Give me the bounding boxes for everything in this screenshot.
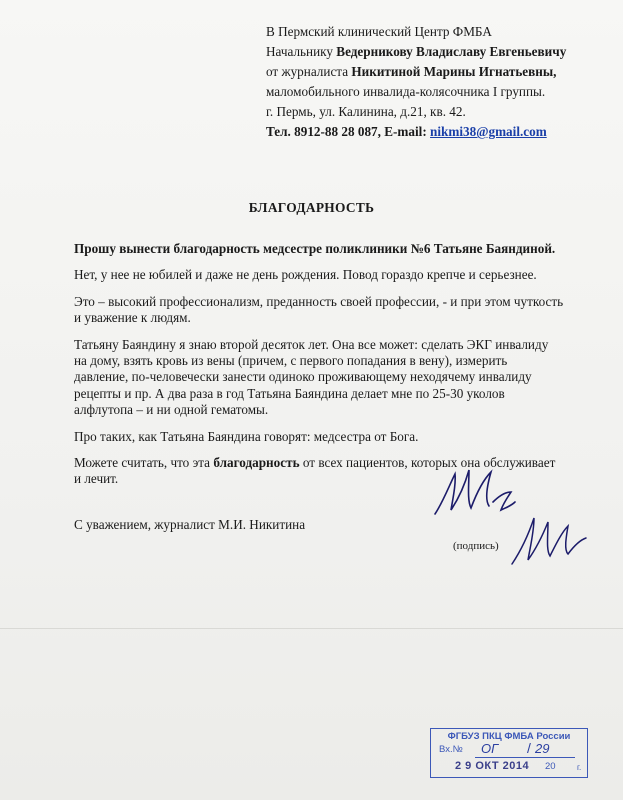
sender-name: Никитиной Марины Игнатьевны, (351, 64, 557, 79)
stamp-rule (475, 757, 575, 758)
body-paragraph: Нет, у нее не юбилей и даже не день рождения. Повод гораздо крепче и серьезнее. (74, 267, 537, 283)
letter-body (74, 241, 564, 498)
addressee-line: В Пермский клинический Центр ФМБА (266, 24, 492, 39)
handwritten-signature (508, 510, 590, 570)
document-title: БЛАГОДАРНОСТЬ (248, 200, 375, 215)
sender-status: маломобильного инвалида-колясочника I группы. (266, 84, 546, 99)
stamp-year-suffix: г. (577, 763, 582, 772)
body-emphasis: благодарность (213, 455, 300, 471)
body-text: Можете считать, что эта (74, 455, 214, 471)
closing-line: С уважением, журналист М.И. Никитина (74, 517, 306, 532)
addressee-prefix: Начальнику (266, 44, 337, 59)
stamp-date: 2 9 ОКТ 2014 (455, 760, 530, 772)
sender-address: г. Пермь, ул. Калинина, д.21, кв. 42. (266, 104, 466, 119)
addressee-block (266, 22, 566, 142)
sender-line (266, 62, 566, 82)
stamp-incoming-number: ОГ (481, 741, 499, 756)
lead-paragraph: Прошу вынести благодарность медсестре поликлиники №6 Татьяне Баяндиной. (74, 241, 556, 256)
addressee-line (266, 42, 566, 62)
stamp-organization: ФГБУЗ ПКЦ ФМБА России (447, 731, 571, 742)
stamp-incoming-label: Вх.№ (439, 744, 463, 755)
sender-prefix: от журналиста (266, 64, 352, 79)
sender-contacts (266, 122, 566, 142)
addressee-name: Ведерникову Владиславу Евгеньевичу (336, 44, 567, 59)
body-paragraph: Татьяну Баяндину я знаю второй десяток лет. Она все может: сделать ЭКГ инвалиду на дому, взять кровь из вены (причем, с первого попадания в вену), измерить давление, по-человечески занести одиноко проживающему неходячему инвалиду рецепты и пр. А два раза в год Татьяна Баяндина делает мне по 25-30 уколов алфлутопа – и ни одной гематомы. (74, 336, 549, 418)
body-paragraph: Это – высокий профессионализм, преданность своей профессии, - и при этом чуткость и уважение к людям. (74, 293, 564, 326)
stamp-incoming-number-2: 29 (535, 741, 550, 756)
stamp-year: 20 (545, 761, 556, 772)
sender-phone: Тел. 8912-88 28 087, E-mail: (266, 124, 431, 139)
registration-stamp (430, 728, 588, 778)
body-paragraph: Про таких, как Татьяна Баяндина говорят: медсестра от Бога. (74, 428, 419, 444)
paper-fold (0, 628, 623, 629)
signature-label: (подпись) (453, 540, 499, 552)
email-link[interactable]: nikmi38@gmail.com (430, 124, 547, 139)
stamp-slash: / (527, 740, 531, 756)
body-text: от всех пациентов, которых она обслуживает и лечит. (74, 455, 556, 487)
